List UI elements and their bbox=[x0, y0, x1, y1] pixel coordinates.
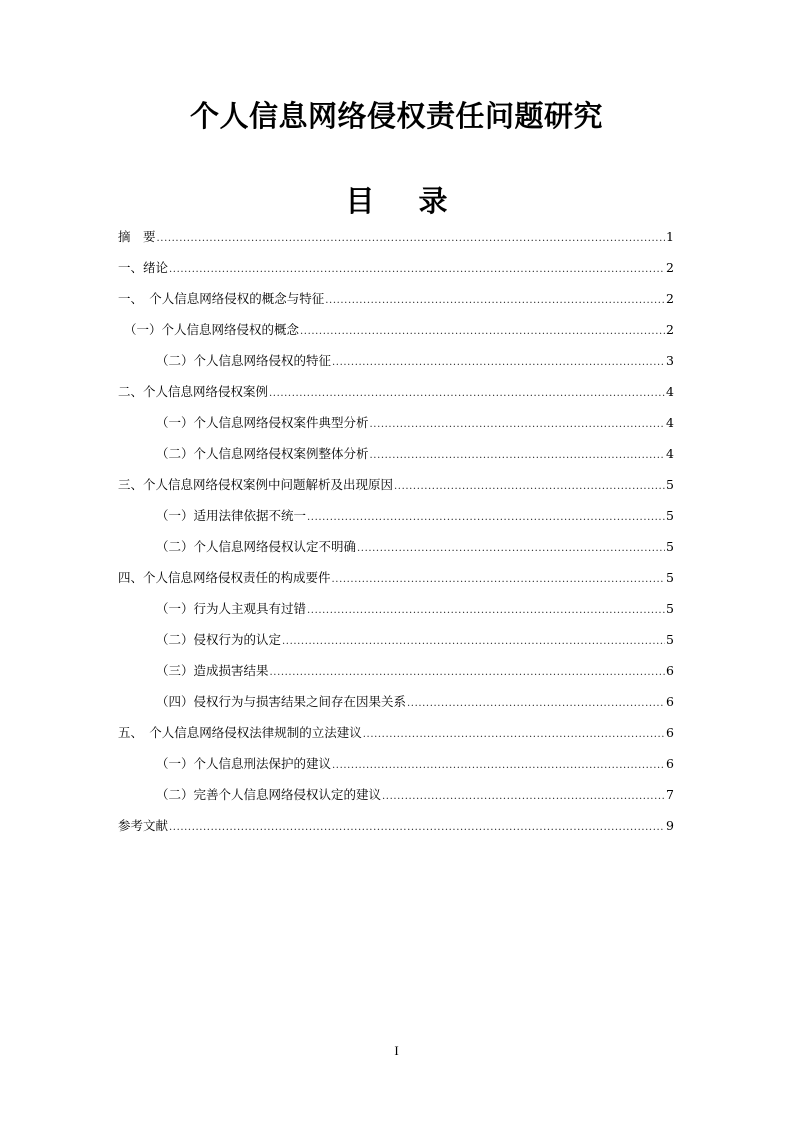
toc-entry-page: 1 bbox=[666, 229, 674, 244]
toc-entry-page: 5 bbox=[666, 477, 674, 492]
toc-entry-label: （二）个人信息网络侵权案例整体分析 bbox=[156, 446, 369, 461]
toc-leader-dots bbox=[407, 693, 665, 715]
toc-entry-page: 5 bbox=[666, 601, 674, 616]
toc-entry-label: 五、 个人信息网络侵权法律规制的立法建议 bbox=[118, 725, 362, 740]
toc-entry-page: 6 bbox=[666, 663, 674, 678]
toc-entry[interactable] bbox=[118, 350, 674, 381]
toc-entry-label: （四）侵权行为与损害结果之间存在因果关系 bbox=[156, 694, 407, 709]
toc-entry[interactable] bbox=[118, 412, 674, 443]
toc-leader-dots bbox=[370, 414, 666, 436]
toc-entry[interactable] bbox=[118, 815, 674, 846]
toc-leader-dots bbox=[169, 817, 665, 839]
toc-entry[interactable] bbox=[118, 257, 674, 288]
toc-heading bbox=[0, 181, 793, 221]
toc-entry-label: 参考文献 bbox=[118, 818, 169, 833]
toc-entry[interactable] bbox=[118, 691, 674, 722]
toc-leader-dots bbox=[300, 321, 665, 343]
toc-entry-page: 4 bbox=[666, 415, 674, 430]
toc-entry-page: 4 bbox=[666, 384, 674, 399]
toc-entry-page: 6 bbox=[666, 756, 674, 771]
toc-entry-label: （二）个人信息网络侵权认定不明确 bbox=[156, 539, 357, 554]
toc-leader-dots bbox=[325, 290, 665, 312]
toc-entry-label: 摘 要 bbox=[118, 229, 156, 244]
document-title: 个人信息网络侵权责任问题研究 bbox=[189, 99, 603, 133]
toc-entry-page: 5 bbox=[666, 632, 674, 647]
toc-entry[interactable] bbox=[118, 226, 674, 257]
toc-entry-page: 7 bbox=[666, 787, 674, 802]
toc-entry-label: 三、个人信息网络侵权案例中问题解析及出现原因 bbox=[118, 477, 394, 492]
toc-leader-dots bbox=[382, 786, 665, 808]
toc-entry[interactable] bbox=[118, 629, 674, 660]
toc-entry-label: 二、个人信息网络侵权案例 bbox=[118, 384, 269, 399]
toc-leader-dots bbox=[357, 538, 665, 560]
toc-entry-page: 2 bbox=[666, 291, 674, 306]
toc-entry[interactable] bbox=[118, 443, 674, 474]
toc-leader-dots bbox=[270, 662, 666, 684]
toc-entry[interactable] bbox=[118, 784, 674, 815]
toc-entry-page: 2 bbox=[666, 322, 674, 337]
toc-entry[interactable] bbox=[118, 536, 674, 567]
toc-heading-char-1: 目 bbox=[345, 184, 375, 218]
toc-entry-label: 一、 个人信息网络侵权的概念与特征 bbox=[118, 291, 325, 306]
toc-entry-label: （三）造成损害结果 bbox=[156, 663, 269, 678]
toc-entry-label: （一）行为人主观具有过错 bbox=[156, 601, 307, 616]
toc-leader-dots bbox=[394, 476, 665, 498]
toc-entry[interactable] bbox=[118, 319, 674, 350]
toc-heading-char-2: 录 bbox=[418, 184, 448, 218]
page-number: I bbox=[394, 1043, 399, 1058]
toc-leader-dots bbox=[157, 228, 666, 250]
toc-entry-label: （二）完善个人信息网络侵权认定的建议 bbox=[156, 787, 382, 802]
toc-entry[interactable] bbox=[118, 660, 674, 691]
toc-entry-page: 2 bbox=[666, 260, 674, 275]
toc-entry[interactable] bbox=[118, 381, 674, 412]
toc-leader-dots bbox=[307, 507, 665, 529]
toc-entry-label: （一）个人信息网络侵权案件典型分析 bbox=[156, 415, 369, 430]
toc-leader-dots bbox=[332, 569, 666, 591]
toc-entry[interactable] bbox=[118, 722, 674, 753]
toc-entry-label: （一）适用法律依据不统一 bbox=[156, 508, 307, 523]
toc-leader-dots bbox=[169, 259, 665, 281]
toc-entry-page: 9 bbox=[666, 818, 674, 833]
toc-leader-dots bbox=[332, 755, 665, 777]
toc-entry-page: 5 bbox=[666, 508, 674, 523]
toc-entry-page: 5 bbox=[666, 539, 674, 554]
toc-entry-label: 一、绪论 bbox=[118, 260, 169, 275]
toc-entry-page: 6 bbox=[666, 725, 674, 740]
toc-entry[interactable] bbox=[118, 288, 674, 319]
toc-leader-dots bbox=[307, 600, 665, 622]
toc-entry[interactable] bbox=[118, 474, 674, 505]
toc-entry-page: 3 bbox=[666, 353, 674, 368]
toc-entry-page: 5 bbox=[666, 570, 674, 585]
toc-leader-dots bbox=[332, 352, 665, 374]
toc-entry-page: 4 bbox=[666, 446, 674, 461]
toc-entry[interactable] bbox=[118, 505, 674, 536]
toc-entry-page: 6 bbox=[666, 694, 674, 709]
toc-leader-dots bbox=[370, 445, 666, 467]
table-of-contents bbox=[118, 226, 674, 846]
toc-entry-label: （一）个人信息网络侵权的概念 bbox=[124, 322, 300, 337]
toc-entry[interactable] bbox=[118, 567, 674, 598]
toc-leader-dots bbox=[363, 724, 665, 746]
toc-leader-dots bbox=[282, 631, 665, 653]
toc-entry-label: （二）个人信息网络侵权的特征 bbox=[156, 353, 332, 368]
toc-entry-label: （一）个人信息刑法保护的建议 bbox=[156, 756, 332, 771]
toc-entry[interactable] bbox=[118, 753, 674, 784]
toc-entry-label: （二）侵权行为的认定 bbox=[156, 632, 282, 647]
toc-entry-label: 四、个人信息网络侵权责任的构成要件 bbox=[118, 570, 331, 585]
toc-entry[interactable] bbox=[118, 598, 674, 629]
toc-leader-dots bbox=[269, 383, 665, 405]
